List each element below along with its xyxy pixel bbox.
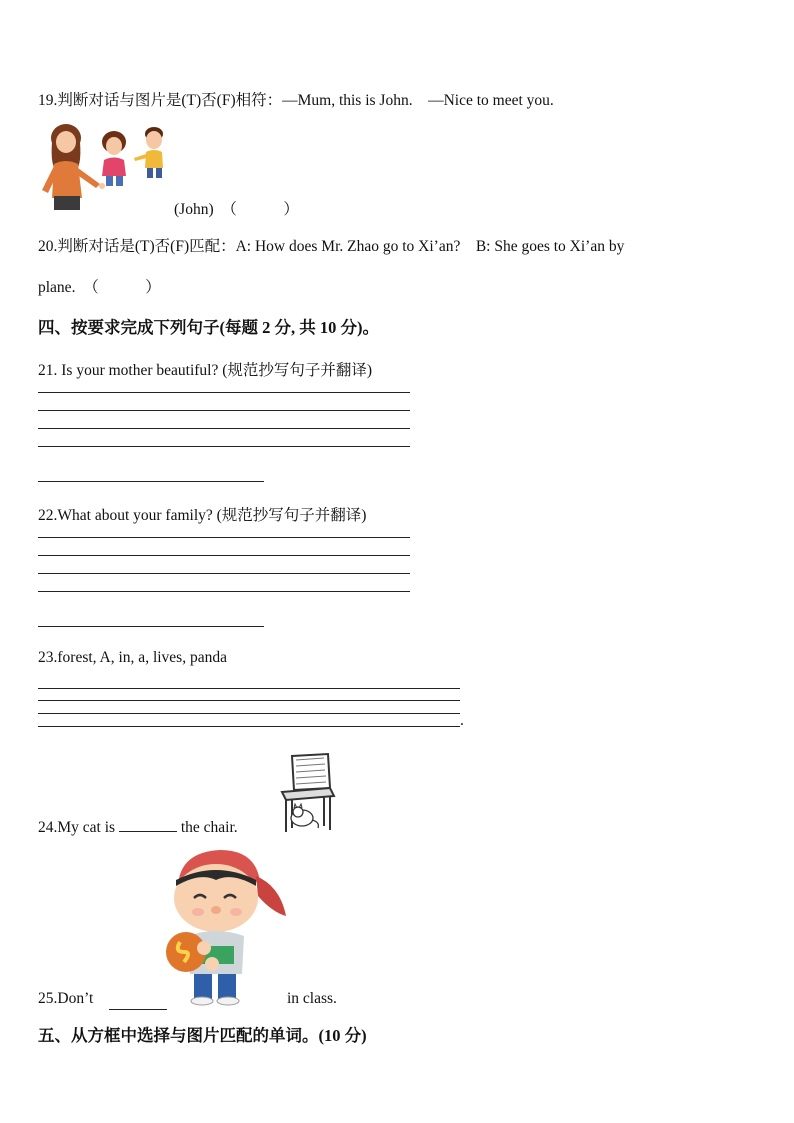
boy-eating-illustration bbox=[160, 846, 290, 1006]
q22-answer-line[interactable] bbox=[38, 555, 410, 556]
q23-answer-line[interactable] bbox=[38, 713, 460, 714]
q23-answer-line[interactable] bbox=[38, 726, 460, 727]
section4-title: 四、按要求完成下列句子(每题 2 分, 共 10 分)。 bbox=[38, 318, 379, 337]
q23-end-mark: . bbox=[460, 712, 464, 729]
q24-after: the chair. bbox=[180, 819, 238, 836]
q19-text: 19.判断对话与图片是(T)否(F)相符：—Mum, this is John. —Nice to meet you. bbox=[38, 92, 554, 109]
q21-answer-line[interactable] bbox=[38, 410, 410, 411]
q19-caption: (John) （ ） bbox=[174, 201, 299, 218]
q24-sentence bbox=[38, 819, 238, 837]
chair-with-cat-illustration bbox=[278, 752, 336, 834]
q21-answer-line[interactable] bbox=[38, 392, 410, 393]
q21-text: 21. Is your mother beautiful? (规范抄写句子并翻译) bbox=[38, 362, 373, 379]
q20-line2: plane. （ ） bbox=[38, 279, 161, 296]
q24-blank[interactable] bbox=[119, 830, 177, 832]
q21-answer-line[interactable] bbox=[38, 446, 410, 447]
q25-blank[interactable] bbox=[109, 1008, 167, 1010]
q25-after: in class. bbox=[287, 990, 337, 1007]
q22-answer-line[interactable] bbox=[38, 591, 410, 592]
q20-line1: 20.判断对话是(T)否(F)匹配：A: How does Mr. Zhao go to Xi’an? B: She goes to Xi’an by bbox=[38, 238, 625, 255]
section5-title: 五、从方框中选择与图片匹配的单词。(10 分) bbox=[38, 1026, 367, 1045]
q22-answer-line[interactable] bbox=[38, 573, 410, 574]
q23-answer-line[interactable] bbox=[38, 700, 460, 701]
q23-text: 23.forest, A, in, a, lives, panda bbox=[38, 649, 227, 666]
q22-translation-line[interactable] bbox=[38, 626, 264, 627]
q23-answer-line[interactable] bbox=[38, 688, 460, 689]
family-illustration bbox=[36, 120, 176, 214]
q24-before: 24.My cat is bbox=[38, 819, 116, 836]
q22-answer-line[interactable] bbox=[38, 537, 410, 538]
q21-translation-line[interactable] bbox=[38, 481, 264, 482]
q21-answer-line[interactable] bbox=[38, 428, 410, 429]
q25-before: 25.Don’t bbox=[38, 990, 94, 1007]
q22-text: 22.What about your family? (规范抄写句子并翻译) bbox=[38, 507, 367, 524]
